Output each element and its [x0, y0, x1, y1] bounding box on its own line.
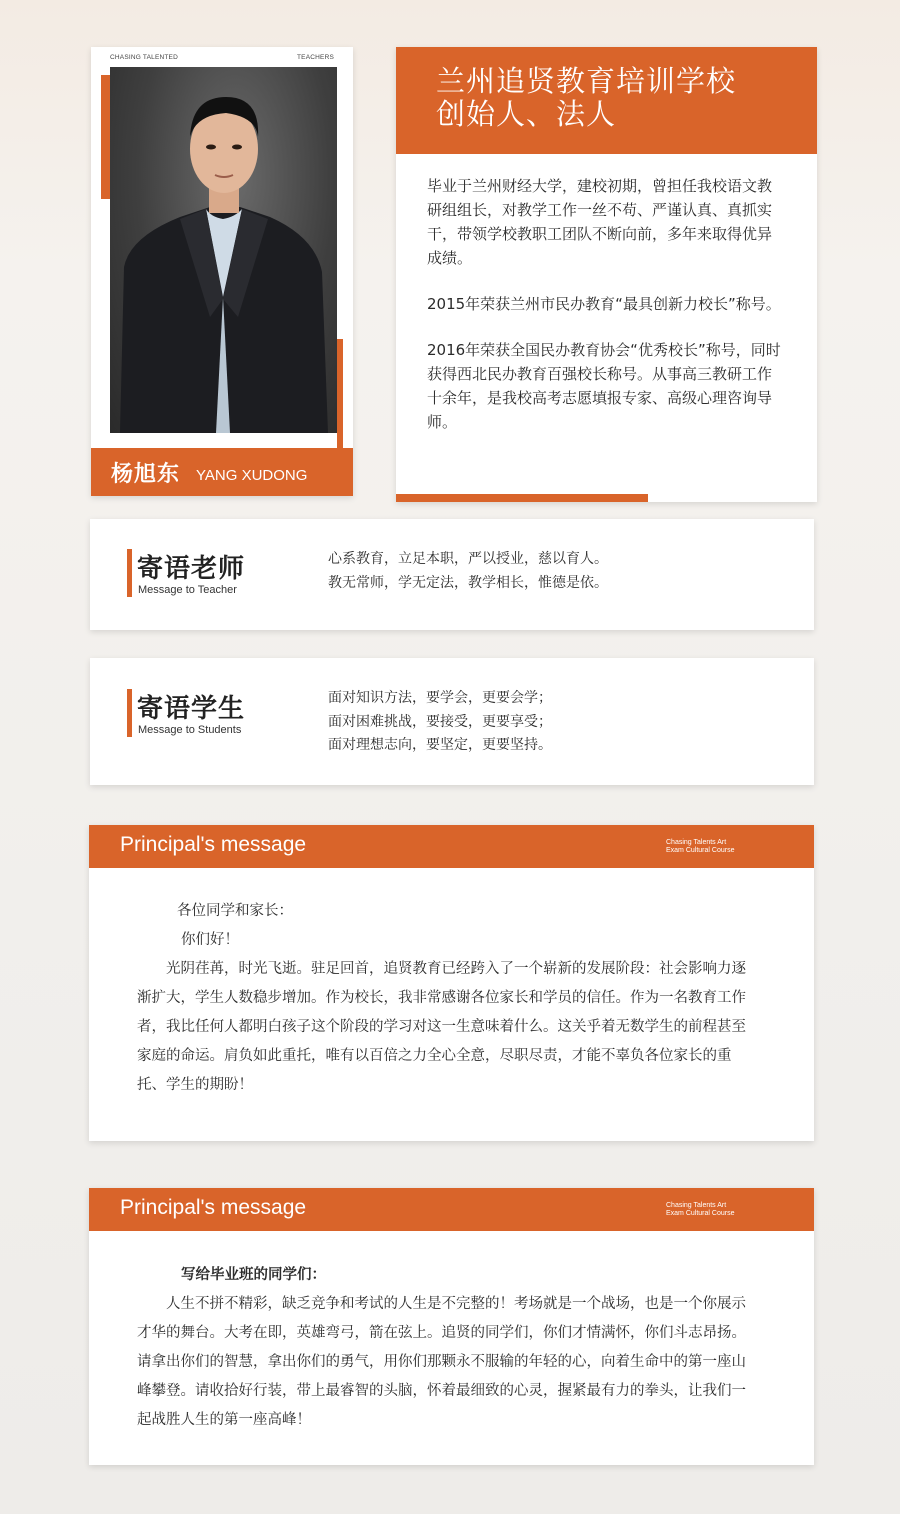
- person-name-cn: 杨旭东: [111, 460, 181, 487]
- portrait-photo: [110, 67, 337, 433]
- intro-paragraph: 毕业于兰州财经大学，建校初期，曾担任我校语文教研组组长，对教学工作一丝不苟、严谨认真、真抓实干，带领学校教职工团队不断向前，多年来取得优异成绩。: [427, 177, 773, 267]
- message-heading: 写给毕业班的同学们：: [181, 1267, 326, 1283]
- teacher-message-title: 寄语老师: [137, 554, 246, 584]
- message-line: 教无常师，学无定法，教学相长，惟德是依。: [328, 574, 608, 591]
- principal-message-card-1: [89, 825, 814, 1141]
- tagline-line: Exam Cultural Course: [666, 1210, 735, 1217]
- profile-photo-card: [91, 47, 353, 496]
- name-bar: [91, 448, 353, 496]
- message-paragraph: 光阴荏苒，时光飞逝。驻足回首，追贤教育已经跨入了一个崭新的发展阶段：社会影响力逐渐扩大，学生人数稳步增加。作为校长，我非常感谢各位家长和学员的信任。作为一名教育工作者，我比任何人都明白孩子这个阶段的学习对这一生意味着什么。这关乎着无数学生的前程甚至家庭的命运。肩负如此重托，唯有以百倍之力全心全意，尽职尽责，才能不辜负各位家长的重托、学生的期盼！: [137, 961, 746, 1093]
- hello-line: 你们好！: [181, 932, 239, 948]
- principal-message-card-2: [89, 1188, 814, 1465]
- student-message-subtitle: Message to Students: [138, 724, 242, 736]
- greeting: 各位同学和家长：: [177, 903, 293, 919]
- intro-bottom-bar: [396, 494, 648, 502]
- student-message-title: 寄语学生: [137, 694, 246, 724]
- student-message-text: [328, 687, 552, 758]
- intro-paragraph: 2016年荣获全国民办教育协会“优秀校长”称号，同时获得西北民办教育百强校长称号。从事高三教研工作十余年，是我校高考志愿填报专家、高级心理咨询导师。: [427, 341, 781, 431]
- principal-message-body: [89, 1231, 814, 1435]
- tag-chasing-talented: CHASING TALENTED: [110, 54, 178, 61]
- intro-header: [396, 47, 817, 154]
- tagline-line: Chasing Talents Art: [666, 839, 727, 846]
- principal-message-tagline: [666, 839, 734, 855]
- message-line: 心系教育，立足本职，严以授业，慈以育人。: [328, 551, 608, 567]
- message-paragraph: 人生不拼不精彩，缺乏竞争和考试的人生是不完整的！考场就是一个战场，也是一个你展示才华的舞台。大考在即，英雄弯弓，箭在弦上。追贤的同学们，你们才情满怀，你们斗志昂扬。请拿出你们的智慧，拿出你们的勇气，用你们那颗永不服输的年轻的心，向着生命中的第一座山峰攀登。请收拾好行装，带上最睿智的头脑，怀着最细致的心灵，握紧最有力的拳头，让我们一起战胜人生的第一座高峰！: [137, 1296, 746, 1428]
- tagline-line: Chasing Talents Art: [666, 1202, 727, 1209]
- principal-message-tagline: [666, 1202, 734, 1218]
- accent-stripe-left: [101, 75, 110, 199]
- tagline-line: Exam Cultural Course: [666, 847, 735, 854]
- principal-message-header: [89, 825, 814, 868]
- teacher-message-subtitle: Message to Teacher: [138, 584, 237, 596]
- message-line: 面对知识方法，要学会，更要会学；: [328, 690, 552, 706]
- intro-title-line1: 兰州追贤教育培训学校: [436, 64, 737, 98]
- message-line: 面对困难挑战，要接受，更要享受；: [328, 713, 552, 730]
- accent-stripe-right: [337, 339, 343, 449]
- teacher-message-card: [90, 519, 814, 630]
- message-line: 面对理想志向，要坚定，更要坚持。: [328, 737, 552, 753]
- principal-message-title: Principal's message: [120, 833, 307, 856]
- teacher-message-text: [328, 548, 608, 595]
- intro-card: [396, 47, 817, 502]
- intro-paragraph: 2015年荣获兰州市民办教育“最具创新力校长”称号。: [427, 295, 781, 313]
- intro-body: [396, 154, 817, 434]
- principal-message-body: [89, 868, 814, 1100]
- person-name-en: YANG XUDONG: [196, 466, 308, 484]
- intro-title-line2: 创始人、法人: [436, 97, 617, 131]
- principal-message-header: [89, 1188, 814, 1231]
- student-message-card: [90, 658, 814, 785]
- portrait-illustration: [110, 67, 337, 433]
- title-accent-bar: [127, 549, 132, 597]
- title-accent-bar: [127, 689, 132, 737]
- principal-message-title: Principal's message: [120, 1196, 307, 1219]
- tag-teachers: TEACHERS: [297, 54, 334, 61]
